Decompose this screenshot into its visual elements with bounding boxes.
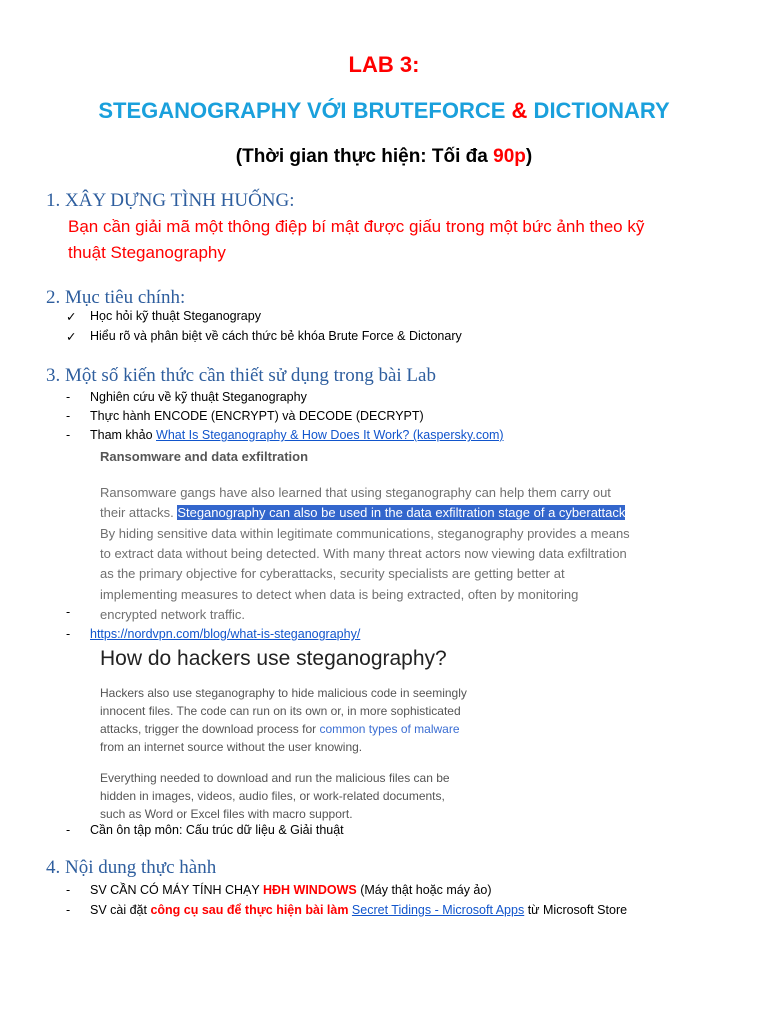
section4-heading: 4. Nội dung thực hành xyxy=(46,857,217,878)
dash-bullet: - xyxy=(66,627,71,641)
section1-line2: thuật Steganography xyxy=(68,243,226,262)
nordvpn-p1-line-2: innocent files. The code can run on its own or, in more sophisticated xyxy=(100,704,461,718)
tool-text: công cụ xyxy=(150,903,199,917)
goal-item-1: Học hỏi kỹ thuật Steganograpy xyxy=(90,309,261,323)
malware-types-link[interactable]: common types of malware xyxy=(319,722,460,736)
section1-heading: 1. XÂY DỰNG TÌNH HUỐNG: xyxy=(46,190,295,211)
secret-tidings-link[interactable]: Secret Tidings - Microsoft Apps xyxy=(351,903,525,917)
kaspersky-link[interactable]: What Is Steganography & How Does It Work? (kaspersky.com) xyxy=(156,428,504,442)
nordvpn-p2-line-1: Everything needed to download and run the malicious files can be xyxy=(100,771,450,785)
reference-prefix: Tham khảo xyxy=(90,428,157,442)
dash-bullet: - xyxy=(66,903,71,917)
dash-bullet: - xyxy=(66,823,71,837)
check-icon: ✓ xyxy=(66,310,77,324)
document-title xyxy=(0,98,768,124)
nordvpn-p2-line-3: such as Word or Excel files with macro support. xyxy=(100,807,353,821)
practice-item-1 xyxy=(90,883,492,897)
goal-item-2: Hiểu rõ và phân biệt về cách thức bẻ khóa Brute Force & Dictonary xyxy=(90,329,462,343)
title-ampersand: & xyxy=(511,98,528,123)
tool-text-2: sau để thực hiện bài làm xyxy=(198,903,352,917)
dash-bullet: - xyxy=(66,883,71,897)
nordvpn-p1-line-3-prefix: attacks, trigger the download process for xyxy=(100,722,320,736)
nordvpn-link[interactable]: https://nordvpn.com/blog/what-is-steganography/ xyxy=(90,627,361,641)
time-prefix: (Thời gian thực hiện: Tối đa xyxy=(235,146,494,167)
section3-heading: 3. Một số kiến thức cần thiết sử dụng trong bài Lab xyxy=(46,365,436,386)
practice-item-2-suffix: từ Microsoft Store xyxy=(524,903,628,917)
kaspersky-line-2-prefix: their attacks. xyxy=(100,505,178,520)
dash-bullet: - xyxy=(66,605,71,619)
nordvpn-p1-line-1: Hackers also use steganography to hide malicious code in seemingly xyxy=(100,686,467,700)
practice-item-2-prefix: SV cài đặt xyxy=(90,903,151,917)
practice-item-1-prefix: SV CẦN CÓ MÁY TÍNH CHẠY xyxy=(90,883,263,897)
dash-bullet: - xyxy=(66,390,71,404)
nordvpn-p2-line-2: hidden in images, videos, audio files, or work-related documents, xyxy=(100,789,445,803)
knowledge-item-2: Thực hành ENCODE (ENCRYPT) và DECODE (DECRYPT) xyxy=(90,409,424,423)
kaspersky-line-1: Ransomware gangs have also learned that using steganography can help them carry out xyxy=(100,485,611,500)
kaspersky-line-7: encrypted network traffic. xyxy=(100,607,245,622)
section1-line1: Bạn cần giải mã một thông điệp bí mật được giấu trong một bức ảnh theo kỹ xyxy=(68,217,645,236)
knowledge-item-last: Cần ôn tập môn: Cấu trúc dữ liệu & Giải thuật xyxy=(90,823,344,837)
kaspersky-line-3: By hiding sensitive data within legitimate communications, steganography provides a means xyxy=(100,526,630,541)
os-requirement: HĐH WINDOWS xyxy=(262,883,357,897)
practice-item-2 xyxy=(90,903,627,917)
kaspersky-line-4: to extract data without being detected. With many threat actors now viewing data exfiltration xyxy=(100,546,627,561)
nordvpn-p1-line-3 xyxy=(100,720,460,739)
kaspersky-line-6: implementing measures to detect when data is being extracted, often by monitoring xyxy=(100,587,579,602)
nordvpn-excerpt-heading: How do hackers use steganography? xyxy=(100,647,447,670)
kaspersky-line-5: as the primary objective for cyberattacks, security specialists are getting better at xyxy=(100,566,565,581)
lab-number: LAB 3: xyxy=(348,52,420,77)
highlighted-text: Steganography can also be used in the data exfiltration stage of a cyberattack xyxy=(177,505,626,520)
dash-bullet: - xyxy=(66,428,71,442)
check-icon: ✓ xyxy=(66,330,77,344)
time-value: 90p xyxy=(493,146,526,167)
title-part2: DICTIONARY xyxy=(527,98,670,123)
knowledge-item-3 xyxy=(90,428,504,442)
section2-heading: 2. Mục tiêu chính: xyxy=(46,287,186,308)
knowledge-item-1: Nghiên cứu về kỹ thuật Steganography xyxy=(90,390,307,404)
kaspersky-line-2 xyxy=(100,502,625,523)
nordvpn-p1-line-4: from an internet source without the user knowing. xyxy=(100,740,363,754)
dash-bullet: - xyxy=(66,409,71,423)
nordvpn-item xyxy=(90,627,360,641)
time-suffix: ) xyxy=(525,146,533,167)
practice-item-1-suffix: (Máy thật hoặc máy ảo) xyxy=(356,883,492,897)
kaspersky-excerpt-heading: Ransomware and data exfiltration xyxy=(100,449,309,464)
title-part1: STEGANOGRAPHY VỚI BRUTEFORCE xyxy=(98,98,512,123)
time-limit xyxy=(0,146,768,168)
